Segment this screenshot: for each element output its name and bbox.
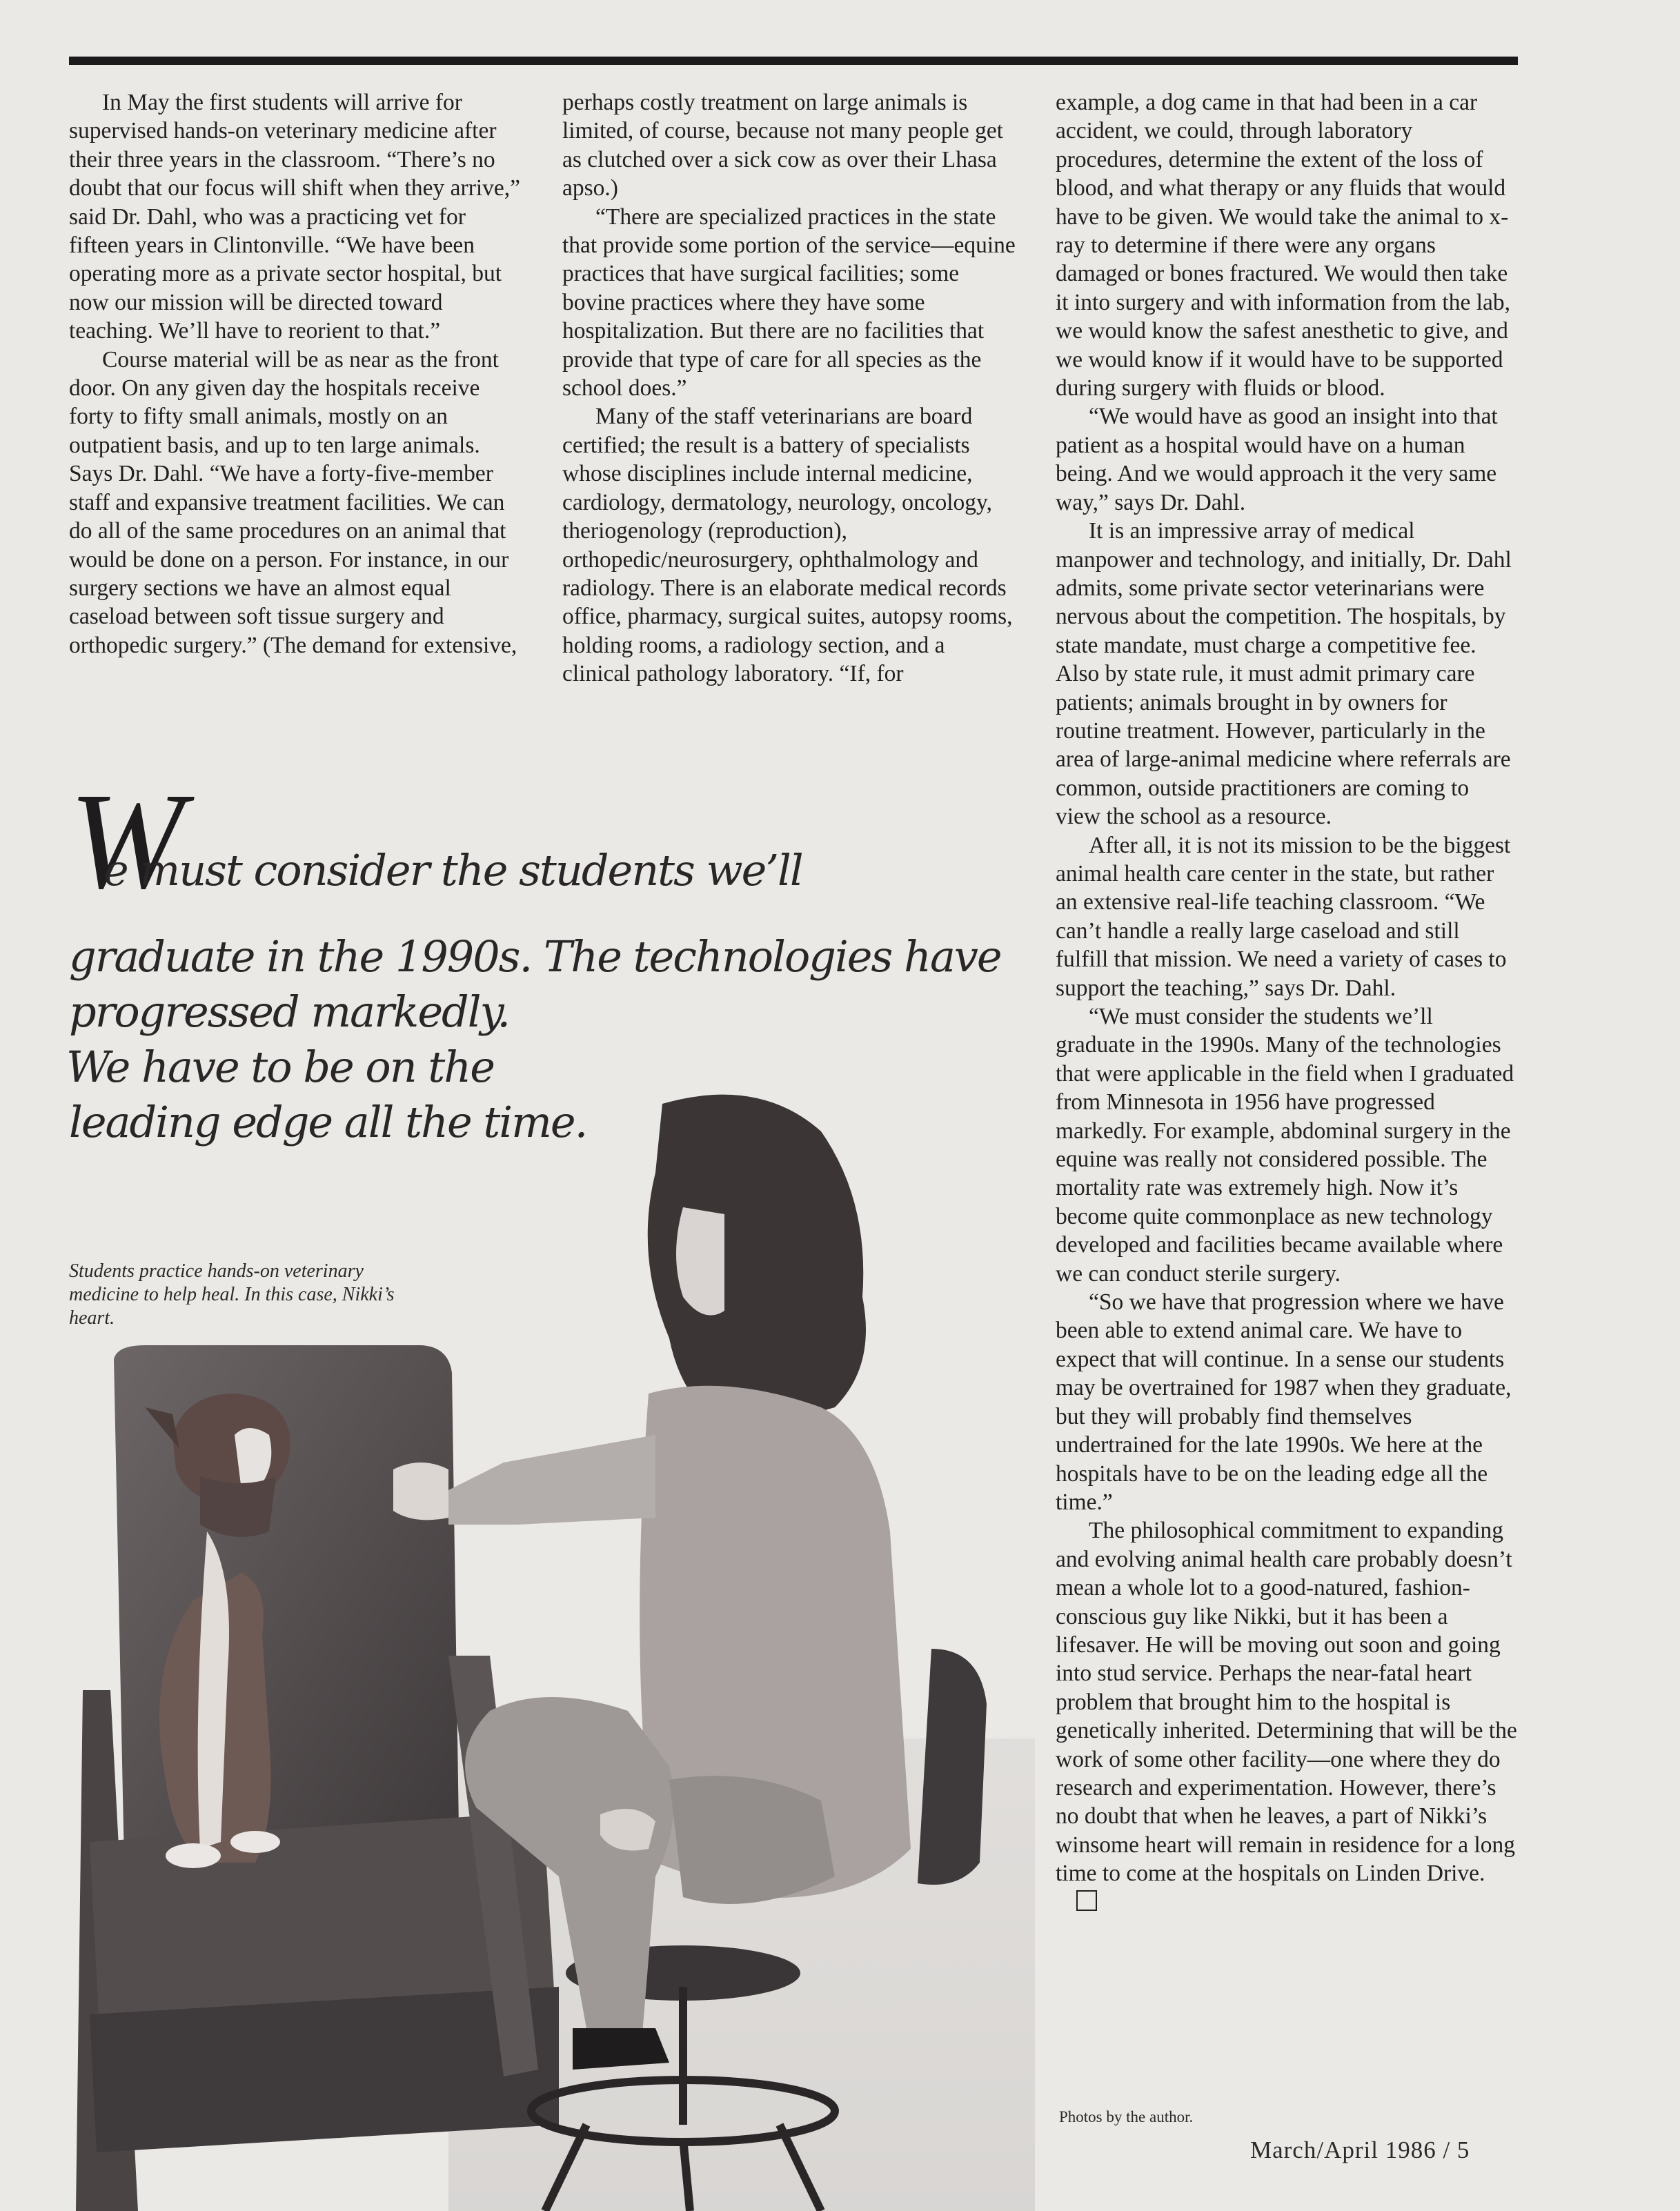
- photo-credit: Photos by the author.: [1059, 2108, 1194, 2125]
- paragraph: Course material will be as near as the front door. On any given day the hospitals receive forty to fifty small animals, mostly on an outpatient basis, and up to ten large animals. Says Dr. Dahl. “We have a forty-five-member staff and expansive treatment facilities. We can do all of the same procedures on an animal that would be done on a person. For instance, in our surgery sections we have an almost equal caseload between soft tissue surgery and orthopedic surgery.” (The demand for extensive,: [69, 346, 517, 658]
- article-column-3: [1056, 88, 1518, 1916]
- paragraph: perhaps costly treatment on large animals is limited, of course, because not many people get as clutched over a sick cow as over their Lhasa apso.): [562, 90, 1004, 201]
- paragraph: Many of the staff veterinarians are board certified; the result is a battery of specialists whose disciplines include internal medicine, cardiology, dermatology, neurology, oncology, theriogenology (reproduction), orthopedic/neurosurgery, ophthalmology and radiology. There is an elaborate medical records office, pharmacy, surgical suites, autopsy rooms, holding rooms, a radiology section, and a clinical pathology laboratory. “If, for: [562, 404, 1013, 687]
- photo-caption: Students practice hands-on veterinary medicine to help heal. In this case, Nikki’s heart.: [69, 1260, 395, 1329]
- paragraph-text: The philosophical commitment to expanding and evolving animal health care probably doesn’t mean a whole lot to a good-natured, fashion-conscious guy like Nikki, but it has been a lifesaver. He will be moving out soon and going into stud service. Perhaps the near-fatal heart problem that brought him to the hospital is genetically inherited. Determining that will be the work of some other facility—one where they do research and experimentation. However, there’s no doubt that when he leaves, a part of Nikki’s winsome heart will remain in residence for a long time to come at the hospitals on Linden Drive.: [1056, 1518, 1517, 1887]
- paragraph: example, a dog came in that had been in a car accident, we could, through laboratory procedures, determine the extent of the loss of blood, and what therapy or any fluids that would have to be given. We would take the animal to x-ray to determine if there were any organs damaged or bones fractured. We would then take it into surgery and with information from the lab, we would know the safest anesthetic to give, and we would know if it would have to be supported during surgery with fluids or blood.: [1056, 90, 1511, 401]
- paragraph: It is an impressive array of medical manpower and technology, and initially, Dr. Dahl admits, some private sector veterinarians were nervous about the competition. The hospitals, by state mandate, must charge a competitive fee. Also by state rule, it must admit primary care patients; animals brought in by owners for routine treatment. However, particularly in the area of large-animal medicine where referrals are common, outside practitioners are coming to view the school as a resource.: [1056, 518, 1512, 830]
- paragraph: “There are specialized practices in the state that provide some portion of the service—equine practices that have surgical facilities; some bovine practices where they have some hospitalization. But there are no facilities that provide that type of care for all species as the school does.”: [562, 204, 1016, 401]
- paragraph: “We would have as good an insight into that patient as a hospital would have on a human being. And we would approach it the very same way,” says Dr. Dahl.: [1056, 404, 1498, 515]
- pull-quote-line: leading edge all the time.: [69, 1097, 587, 1147]
- pull-quote-line: e must consider the students we’ll: [103, 845, 802, 895]
- article-column-1: [69, 88, 524, 660]
- article-column-2: [562, 88, 1018, 688]
- pull-quote-dropcap: W: [69, 765, 184, 918]
- paragraph: In May the first students will arrive for supervised hands-on veterinary medicine after their three years in the classroom. “There’s no doubt that our focus will shift when they arrive,” said Dr. Dahl, who was a practicing vet for fifteen years in Clintonville. “We have been operating more as a private sector hospital, but now our mission will be directed toward teaching. We’ll have to reorient to that.”: [69, 90, 521, 344]
- pull-quote-line: progressed markedly.: [69, 986, 510, 1037]
- paragraph: [1056, 1516, 1518, 1916]
- top-rule: [69, 57, 1518, 65]
- paragraph: After all, it is not its mission to be the biggest animal health care center in the state, but rather an extensive real-life teaching classroom. “We can’t handle a really large caseload and still fulfill that mission. We need a variety of cases to support the teaching,” says Dr. Dahl.: [1056, 832, 1511, 1001]
- photo-vet-student-with-dog: [62, 1049, 1035, 2211]
- paragraph: “So we have that progression where we have been able to extend animal care. We have to expect that will continue. In a sense our students may be overtrained for 1987 when they graduate, but they will probably find themselves undertrained for the late 1990s. We here at the hospitals have to be on the leading edge all the time.”: [1056, 1289, 1512, 1515]
- pull-quote-line: graduate in the 1990s. The technologies have: [69, 931, 1001, 982]
- pull-quote-line: We have to be on the: [66, 1042, 494, 1092]
- paragraph: “We must consider the students we’ll graduate in the 1990s. Many of the technologies that were applicable in the field when I graduated from Minnesota in 1956 have progressed markedly. For example, abdominal surgery in the equine was really not considered possible. The mortality rate was extremely high. Now it’s become quite commonplace as new technology developed and facilities became available where we can conduct sterile surgery.: [1056, 1004, 1514, 1287]
- end-mark-icon: [1076, 1890, 1097, 1911]
- page-folio: March/April 1986 / 5: [1250, 2136, 1470, 2163]
